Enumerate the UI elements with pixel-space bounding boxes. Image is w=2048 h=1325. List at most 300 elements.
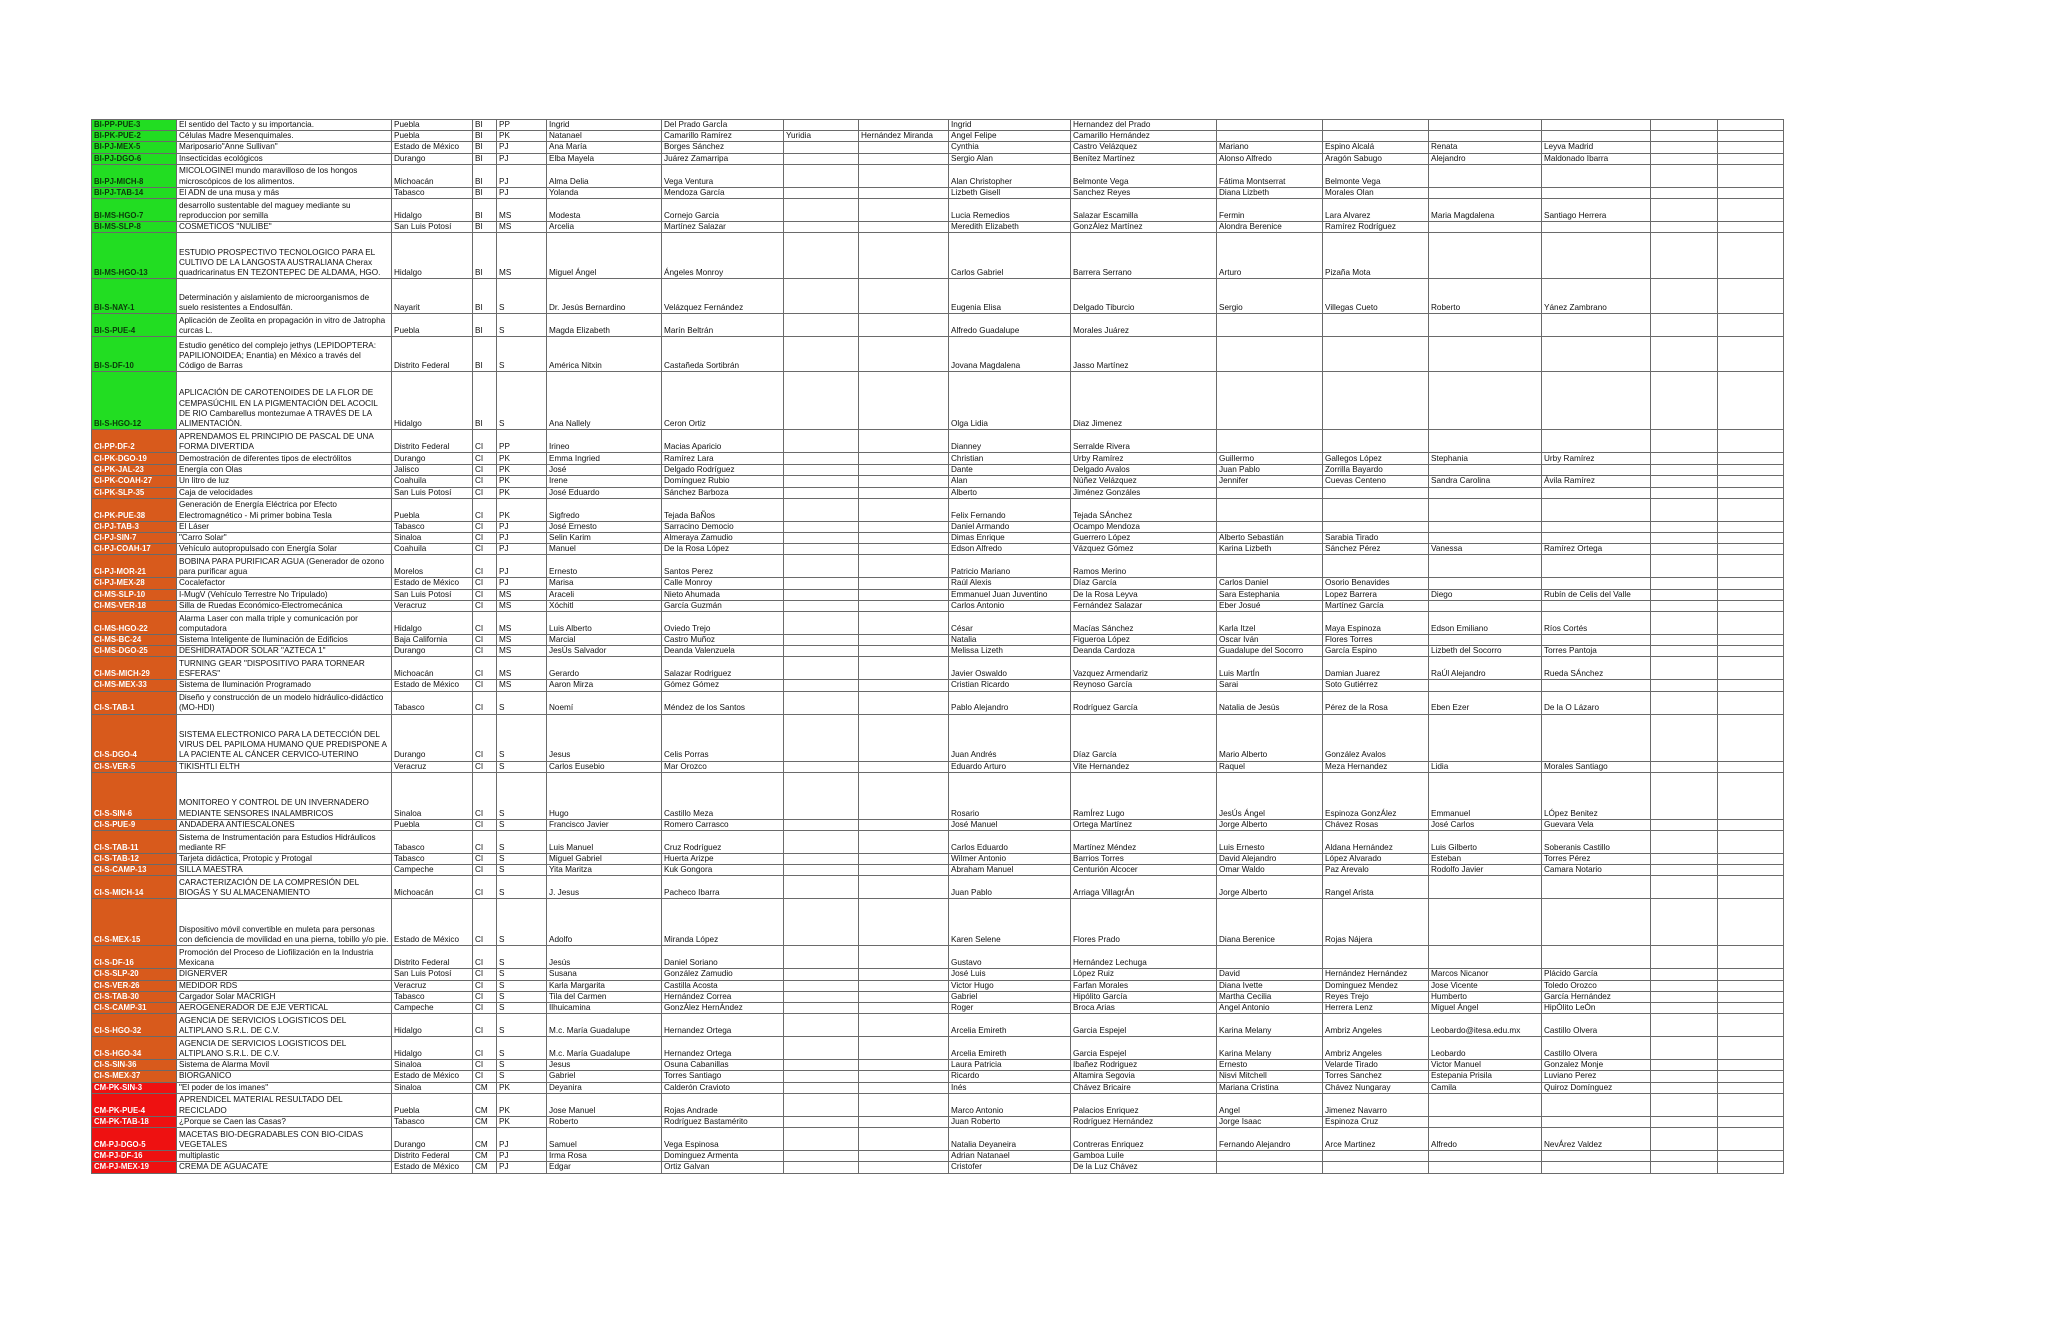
cell-advisor2-surname[interactable] — [859, 233, 949, 279]
cell-advisor2-surname[interactable]: Hernández Miranda — [859, 131, 949, 142]
cell-advisor2-surname[interactable] — [859, 1128, 949, 1151]
cell-student2-name[interactable]: Arturo — [1217, 233, 1323, 279]
cell-advisor2-name[interactable] — [784, 337, 859, 372]
cell-title[interactable]: Vehículo autopropulsado con Energía Solar — [177, 544, 392, 555]
cell-advisor-surname[interactable]: Ceron Ortiz — [662, 372, 784, 430]
cell-student2-name[interactable]: Juan Pablo — [1217, 465, 1323, 476]
cell-student1-name[interactable]: Laura Patricia — [949, 1060, 1071, 1071]
cell-student3-name[interactable] — [1429, 372, 1542, 430]
cell-state[interactable]: Jalisco — [392, 465, 473, 476]
cell-empty[interactable] — [1718, 187, 1784, 198]
cell-student1-name[interactable]: Natalia — [949, 635, 1071, 646]
cell-student2-name[interactable] — [1217, 131, 1323, 142]
cell-area[interactable]: CI — [473, 899, 497, 946]
cell-state[interactable]: Veracruz — [392, 600, 473, 611]
cell-category[interactable]: PJ — [497, 1128, 547, 1151]
cell-student2-surname[interactable] — [1323, 372, 1429, 430]
cell-title[interactable]: El Láser — [177, 521, 392, 532]
cell-student3-surname[interactable]: Guevara Vela — [1542, 819, 1651, 830]
cell-advisor-surname[interactable]: Dominguez Armenta — [662, 1151, 784, 1162]
cell-student3-name[interactable] — [1429, 164, 1542, 187]
cell-advisor-name[interactable]: Jose Manuel — [547, 1093, 662, 1116]
cell-student2-surname[interactable]: Lopez Barrera — [1323, 589, 1429, 600]
cell-student2-name[interactable] — [1217, 314, 1323, 337]
cell-student1-surname[interactable]: Sanchez Reyes — [1071, 187, 1217, 198]
cell-advisor-name[interactable]: Magda Elizabeth — [547, 314, 662, 337]
cell-state[interactable]: Durango — [392, 1128, 473, 1151]
cell-student1-surname[interactable]: Garcia Espejel — [1071, 1037, 1217, 1060]
cell-advisor2-name[interactable] — [784, 476, 859, 487]
cell-student2-name[interactable] — [1217, 430, 1323, 453]
cell-advisor2-surname[interactable] — [859, 430, 949, 453]
cell-area[interactable]: CI — [473, 646, 497, 657]
cell-advisor2-name[interactable] — [784, 714, 859, 761]
cell-project-code[interactable]: BI-S-DF-10 — [92, 337, 177, 372]
cell-advisor2-name[interactable] — [784, 1116, 859, 1127]
cell-student3-surname[interactable]: Ramírez Ortega — [1542, 544, 1651, 555]
cell-title[interactable]: Estudio genético del complejo jethys (LEPIDOPTERA: PAPILIONOIDEA; Enantia) en México a través del Código de Barras — [177, 337, 392, 372]
cell-title[interactable]: BOBINA PARA PURIFICAR AGUA (Generador de ozono para purificar agua — [177, 555, 392, 578]
cell-empty[interactable] — [1718, 1060, 1784, 1071]
cell-empty[interactable] — [1718, 1014, 1784, 1037]
cell-advisor-name[interactable]: Deyanira — [547, 1082, 662, 1093]
cell-student2-name[interactable]: Alonso Alfredo — [1217, 153, 1323, 164]
cell-advisor2-name[interactable] — [784, 164, 859, 187]
cell-student2-name[interactable]: JesÚs Ángel — [1217, 772, 1323, 819]
cell-advisor-name[interactable]: Xóchitl — [547, 600, 662, 611]
cell-student1-name[interactable]: Arcelia Emireth — [949, 1037, 1071, 1060]
cell-advisor2-name[interactable] — [784, 544, 859, 555]
cell-student1-name[interactable]: Cynthia — [949, 142, 1071, 153]
cell-category[interactable]: PK — [497, 487, 547, 498]
cell-project-code[interactable]: CI-S-DF-16 — [92, 946, 177, 969]
cell-student3-surname[interactable]: Morales Santiago — [1542, 761, 1651, 772]
cell-student3-name[interactable] — [1429, 233, 1542, 279]
cell-area[interactable]: CI — [473, 1014, 497, 1037]
cell-title[interactable]: TURNING GEAR "DISPOSITIVO PARA TORNEAR ESFERAS" — [177, 657, 392, 680]
cell-student1-surname[interactable]: Rodríguez Hernández — [1071, 1116, 1217, 1127]
cell-area[interactable]: CI — [473, 1003, 497, 1014]
cell-student2-name[interactable] — [1217, 120, 1323, 131]
cell-title[interactable]: "Carro Solar" — [177, 533, 392, 544]
cell-student1-surname[interactable]: Gamboa Luile — [1071, 1151, 1217, 1162]
cell-category[interactable]: PK — [497, 1082, 547, 1093]
cell-title[interactable]: Tarjeta didáctica, Protopic y Protogal — [177, 854, 392, 865]
cell-student1-name[interactable]: Marco Antonio — [949, 1093, 1071, 1116]
cell-state[interactable]: Baja California — [392, 635, 473, 646]
cell-student3-name[interactable]: Lidia — [1429, 761, 1542, 772]
cell-project-code[interactable]: CI-S-TAB-30 — [92, 991, 177, 1002]
cell-category[interactable]: S — [497, 854, 547, 865]
cell-student3-surname[interactable] — [1542, 1093, 1651, 1116]
cell-student2-name[interactable]: Diana Lizbeth — [1217, 187, 1323, 198]
cell-category[interactable]: S — [497, 1014, 547, 1037]
cell-advisor-surname[interactable]: Domínguez Rubio — [662, 476, 784, 487]
cell-student1-surname[interactable]: Urby Ramírez — [1071, 453, 1217, 465]
cell-category[interactable]: PJ — [497, 153, 547, 164]
cell-empty[interactable] — [1651, 991, 1718, 1002]
cell-advisor2-name[interactable] — [784, 772, 859, 819]
cell-state[interactable]: Puebla — [392, 120, 473, 131]
cell-advisor-name[interactable]: Irineo — [547, 430, 662, 453]
cell-student1-name[interactable]: Christian — [949, 453, 1071, 465]
cell-student3-surname[interactable]: García Hernández — [1542, 991, 1651, 1002]
cell-student2-name[interactable]: Alberto Sebastián — [1217, 533, 1323, 544]
cell-area[interactable]: CM — [473, 1093, 497, 1116]
cell-student2-name[interactable]: Karina Melany — [1217, 1014, 1323, 1037]
cell-advisor2-surname[interactable] — [859, 164, 949, 187]
cell-category[interactable]: MS — [497, 657, 547, 680]
cell-empty[interactable] — [1651, 714, 1718, 761]
cell-student2-name[interactable]: Eber Josué — [1217, 600, 1323, 611]
cell-advisor-name[interactable]: Aaron Mirza — [547, 680, 662, 691]
cell-student3-surname[interactable] — [1542, 578, 1651, 589]
cell-project-code[interactable]: CI-S-SIN-6 — [92, 772, 177, 819]
cell-student1-name[interactable]: César — [949, 612, 1071, 635]
cell-advisor-name[interactable]: Luis Alberto — [547, 612, 662, 635]
cell-empty[interactable] — [1651, 772, 1718, 819]
cell-category[interactable]: S — [497, 991, 547, 1002]
cell-advisor-surname[interactable]: Ortiz Galvan — [662, 1162, 784, 1173]
cell-advisor-surname[interactable]: Juárez Zamarripa — [662, 153, 784, 164]
cell-empty[interactable] — [1718, 453, 1784, 465]
cell-category[interactable]: S — [497, 761, 547, 772]
cell-advisor2-name[interactable] — [784, 498, 859, 521]
cell-empty[interactable] — [1651, 899, 1718, 946]
cell-student2-surname[interactable] — [1323, 498, 1429, 521]
cell-student1-name[interactable]: Daniel Armando — [949, 521, 1071, 532]
cell-student2-surname[interactable]: Ambriz Angeles — [1323, 1037, 1429, 1060]
cell-student3-name[interactable]: Marcos Nicanor — [1429, 969, 1542, 980]
cell-state[interactable]: Coahuila — [392, 544, 473, 555]
cell-student1-surname[interactable]: Jasso Martínez — [1071, 337, 1217, 372]
cell-title[interactable]: DIGNERVER — [177, 969, 392, 980]
cell-student1-surname[interactable]: Belmonte Vega — [1071, 164, 1217, 187]
cell-state[interactable]: Campeche — [392, 1003, 473, 1014]
cell-student1-name[interactable]: Adrian Natanael — [949, 1151, 1071, 1162]
cell-area[interactable]: CI — [473, 819, 497, 830]
cell-area[interactable]: CM — [473, 1162, 497, 1173]
cell-student2-name[interactable]: Natalia de Jesús — [1217, 691, 1323, 714]
cell-student3-name[interactable] — [1429, 498, 1542, 521]
cell-student2-surname[interactable] — [1323, 337, 1429, 372]
cell-area[interactable]: CI — [473, 589, 497, 600]
cell-project-code[interactable]: CI-PK-DGO-19 — [92, 453, 177, 465]
cell-advisor2-name[interactable] — [784, 120, 859, 131]
cell-advisor-name[interactable]: Noemí — [547, 691, 662, 714]
cell-title[interactable]: SILLA MAESTRA — [177, 865, 392, 876]
cell-student2-surname[interactable]: Cuevas Centeno — [1323, 476, 1429, 487]
cell-advisor-name[interactable]: José Ernesto — [547, 521, 662, 532]
cell-title[interactable]: ¿Porque se Caen las Casas? — [177, 1116, 392, 1127]
cell-student2-surname[interactable]: Sarabia Tirado — [1323, 533, 1429, 544]
cell-state[interactable]: Tabasco — [392, 691, 473, 714]
cell-project-code[interactable]: CI-PK-JAL-23 — [92, 465, 177, 476]
cell-project-code[interactable]: CI-S-DGO-4 — [92, 714, 177, 761]
cell-student3-name[interactable]: Edson Emiliano — [1429, 612, 1542, 635]
cell-advisor2-name[interactable] — [784, 899, 859, 946]
cell-category[interactable]: S — [497, 772, 547, 819]
cell-state[interactable]: San Luis Potosí — [392, 222, 473, 233]
cell-state[interactable]: Michoacán — [392, 876, 473, 899]
cell-empty[interactable] — [1718, 980, 1784, 991]
cell-state[interactable]: Hidalgo — [392, 233, 473, 279]
cell-title[interactable]: I-MugV (Vehículo Terrestre No Tripulado) — [177, 589, 392, 600]
cell-student3-surname[interactable] — [1542, 555, 1651, 578]
cell-advisor2-surname[interactable] — [859, 1003, 949, 1014]
cell-student2-name[interactable]: Diana Ivette — [1217, 980, 1323, 991]
cell-student1-name[interactable]: Pablo Alejandro — [949, 691, 1071, 714]
cell-category[interactable]: MS — [497, 222, 547, 233]
cell-advisor-surname[interactable]: Torres Santiago — [662, 1071, 784, 1082]
cell-advisor-name[interactable]: Elba Mayela — [547, 153, 662, 164]
cell-student1-surname[interactable]: Delgado Avalos — [1071, 465, 1217, 476]
cell-student2-surname[interactable]: Zorrilla Bayardo — [1323, 465, 1429, 476]
cell-student2-name[interactable] — [1217, 1162, 1323, 1173]
cell-advisor-name[interactable]: José — [547, 465, 662, 476]
cell-area[interactable]: CI — [473, 487, 497, 498]
cell-student3-name[interactable]: Eben Ezer — [1429, 691, 1542, 714]
cell-empty[interactable] — [1651, 969, 1718, 980]
cell-advisor2-surname[interactable] — [859, 657, 949, 680]
cell-area[interactable]: CI — [473, 430, 497, 453]
cell-project-code[interactable]: CI-MS-MICH-29 — [92, 657, 177, 680]
cell-student1-surname[interactable]: Figueroa López — [1071, 635, 1217, 646]
cell-student1-surname[interactable]: Díaz García — [1071, 578, 1217, 589]
cell-advisor2-name[interactable] — [784, 865, 859, 876]
cell-project-code[interactable]: BI-MS-HGO-7 — [92, 199, 177, 222]
cell-student3-surname[interactable] — [1542, 487, 1651, 498]
cell-category[interactable]: S — [497, 876, 547, 899]
cell-student3-name[interactable]: Victor Manuel — [1429, 1060, 1542, 1071]
cell-project-code[interactable]: BI-PP-PUE-3 — [92, 120, 177, 131]
cell-empty[interactable] — [1651, 555, 1718, 578]
cell-advisor2-name[interactable] — [784, 1037, 859, 1060]
cell-state[interactable]: Puebla — [392, 314, 473, 337]
cell-student3-surname[interactable]: Castillo Olvera — [1542, 1037, 1651, 1060]
cell-student3-surname[interactable] — [1542, 233, 1651, 279]
cell-advisor2-name[interactable] — [784, 314, 859, 337]
cell-project-code[interactable]: CI-S-VER-26 — [92, 980, 177, 991]
cell-empty[interactable] — [1651, 465, 1718, 476]
cell-student3-name[interactable]: Camila — [1429, 1082, 1542, 1093]
cell-category[interactable]: S — [497, 865, 547, 876]
cell-student3-name[interactable] — [1429, 1093, 1542, 1116]
cell-project-code[interactable]: CI-PK-COAH-27 — [92, 476, 177, 487]
cell-category[interactable]: PJ — [497, 1162, 547, 1173]
cell-student1-name[interactable]: Felix Fernando — [949, 498, 1071, 521]
cell-student3-name[interactable]: Esteban — [1429, 854, 1542, 865]
cell-student1-surname[interactable]: Jiménez Gonzáles — [1071, 487, 1217, 498]
cell-title[interactable]: Cargador Solar MACRIGH — [177, 991, 392, 1002]
cell-student1-surname[interactable]: Macías Sánchez — [1071, 612, 1217, 635]
cell-student2-surname[interactable] — [1323, 555, 1429, 578]
cell-area[interactable]: BI — [473, 372, 497, 430]
cell-empty[interactable] — [1651, 453, 1718, 465]
cell-student1-surname[interactable]: Chávez Bricaire — [1071, 1082, 1217, 1093]
cell-student2-surname[interactable] — [1323, 430, 1429, 453]
cell-project-code[interactable]: CI-MS-VER-18 — [92, 600, 177, 611]
cell-area[interactable]: CM — [473, 1082, 497, 1093]
cell-advisor-surname[interactable]: Osuna Cabanillas — [662, 1060, 784, 1071]
cell-state[interactable]: Puebla — [392, 1093, 473, 1116]
cell-student3-surname[interactable]: Santiago Herrera — [1542, 199, 1651, 222]
cell-area[interactable]: BI — [473, 187, 497, 198]
cell-student3-name[interactable] — [1429, 314, 1542, 337]
cell-advisor2-name[interactable] — [784, 142, 859, 153]
cell-student3-name[interactable]: Alfredo — [1429, 1128, 1542, 1151]
cell-empty[interactable] — [1651, 544, 1718, 555]
cell-advisor-surname[interactable]: Santos Perez — [662, 555, 784, 578]
cell-advisor2-name[interactable] — [784, 819, 859, 830]
cell-empty[interactable] — [1651, 876, 1718, 899]
cell-student3-surname[interactable] — [1542, 635, 1651, 646]
cell-student3-surname[interactable] — [1542, 600, 1651, 611]
cell-student2-surname[interactable]: Chávez Nungaray — [1323, 1082, 1429, 1093]
cell-title[interactable]: APLICACIÓN DE CAROTENOIDES DE LA FLOR DE CEMPASÚCHIL EN LA PIGMENTACIÓN DEL ACOCIL DE RIO Cambarellus montezumae A TRAVÉS DE LA ALIMENTACIÓN. — [177, 372, 392, 430]
cell-category[interactable]: MS — [497, 646, 547, 657]
cell-state[interactable]: Distrito Federal — [392, 337, 473, 372]
cell-title[interactable]: APRENDAMOS EL PRINCIPIO DE PASCAL DE UNA FORMA DIVERTIDA — [177, 430, 392, 453]
cell-advisor-surname[interactable]: Rojas Andrade — [662, 1093, 784, 1116]
cell-student2-surname[interactable]: Chávez Rosas — [1323, 819, 1429, 830]
cell-advisor-surname[interactable]: Ángeles Monroy — [662, 233, 784, 279]
cell-advisor2-name[interactable] — [784, 578, 859, 589]
cell-student3-name[interactable] — [1429, 120, 1542, 131]
cell-area[interactable]: CI — [473, 831, 497, 854]
cell-student1-name[interactable]: Olga Lidia — [949, 372, 1071, 430]
cell-advisor-name[interactable]: Carlos Eusebio — [547, 761, 662, 772]
cell-title[interactable]: BIORGANICO — [177, 1071, 392, 1082]
cell-project-code[interactable]: CI-S-TAB-11 — [92, 831, 177, 854]
cell-student1-surname[interactable]: Ramos Merino — [1071, 555, 1217, 578]
cell-student2-name[interactable]: Ernesto — [1217, 1060, 1323, 1071]
cell-advisor-surname[interactable]: Cornejo Garcia — [662, 199, 784, 222]
cell-student1-name[interactable]: Inés — [949, 1082, 1071, 1093]
cell-advisor2-surname[interactable] — [859, 980, 949, 991]
cell-empty[interactable] — [1718, 164, 1784, 187]
cell-empty[interactable] — [1718, 1151, 1784, 1162]
cell-category[interactable]: MS — [497, 233, 547, 279]
cell-student3-name[interactable] — [1429, 1116, 1542, 1127]
cell-student3-name[interactable] — [1429, 465, 1542, 476]
cell-student1-name[interactable]: Ricardo — [949, 1071, 1071, 1082]
cell-student1-name[interactable]: Alan Christopher — [949, 164, 1071, 187]
cell-advisor2-surname[interactable] — [859, 969, 949, 980]
cell-advisor-surname[interactable]: Ramírez Lara — [662, 453, 784, 465]
cell-student2-name[interactable]: Jorge Alberto — [1217, 819, 1323, 830]
cell-student1-name[interactable]: Jovana Magdalena — [949, 337, 1071, 372]
cell-advisor-name[interactable]: Gerardo — [547, 657, 662, 680]
cell-empty[interactable] — [1651, 635, 1718, 646]
cell-student1-name[interactable]: Juan Roberto — [949, 1116, 1071, 1127]
cell-student1-name[interactable]: Raúl Alexis — [949, 578, 1071, 589]
cell-student2-surname[interactable]: Aragón Sabugo — [1323, 153, 1429, 164]
cell-project-code[interactable]: CI-S-CAMP-31 — [92, 1003, 177, 1014]
cell-advisor-name[interactable]: Irene — [547, 476, 662, 487]
cell-title[interactable]: "El poder de los imanes" — [177, 1082, 392, 1093]
cell-title[interactable]: Alarma Laser con malla triple y comunicación por computadora — [177, 612, 392, 635]
cell-advisor-surname[interactable]: Almeraya Zamudio — [662, 533, 784, 544]
cell-project-code[interactable]: CI-S-TAB-12 — [92, 854, 177, 865]
cell-student2-name[interactable] — [1217, 555, 1323, 578]
cell-advisor2-name[interactable] — [784, 635, 859, 646]
cell-student3-surname[interactable]: Camara Notario — [1542, 865, 1651, 876]
cell-state[interactable]: Puebla — [392, 498, 473, 521]
cell-advisor2-surname[interactable] — [859, 1014, 949, 1037]
cell-empty[interactable] — [1718, 680, 1784, 691]
cell-advisor2-name[interactable] — [784, 969, 859, 980]
cell-student2-surname[interactable]: Sánchez Pérez — [1323, 544, 1429, 555]
cell-empty[interactable] — [1651, 337, 1718, 372]
cell-student3-name[interactable]: Stephania — [1429, 453, 1542, 465]
cell-title[interactable]: Cocalefactor — [177, 578, 392, 589]
cell-student2-name[interactable]: Mario Alberto — [1217, 714, 1323, 761]
cell-advisor-surname[interactable]: Salazar Rodriguez — [662, 657, 784, 680]
cell-student1-name[interactable]: Edson Alfredo — [949, 544, 1071, 555]
cell-project-code[interactable]: BI-PJ-MICH-8 — [92, 164, 177, 187]
cell-category[interactable]: S — [497, 372, 547, 430]
cell-area[interactable]: BI — [473, 222, 497, 233]
cell-empty[interactable] — [1651, 854, 1718, 865]
cell-student2-name[interactable]: Carlos Daniel — [1217, 578, 1323, 589]
cell-advisor-name[interactable]: Karla Margarita — [547, 980, 662, 991]
cell-student1-surname[interactable]: Deanda Cardoza — [1071, 646, 1217, 657]
cell-student3-surname[interactable] — [1542, 1162, 1651, 1173]
cell-state[interactable]: Hidalgo — [392, 199, 473, 222]
cell-empty[interactable] — [1718, 1003, 1784, 1014]
cell-area[interactable]: BI — [473, 233, 497, 279]
cell-title[interactable]: Silla de Ruedas Económico-Electromecánica — [177, 600, 392, 611]
cell-empty[interactable] — [1718, 142, 1784, 153]
cell-student1-surname[interactable]: Fernández Salazar — [1071, 600, 1217, 611]
cell-empty[interactable] — [1718, 465, 1784, 476]
cell-advisor-surname[interactable]: Mar Orozco — [662, 761, 784, 772]
cell-student2-name[interactable]: Mariana Cristina — [1217, 1082, 1323, 1093]
cell-state[interactable]: Tabasco — [392, 1116, 473, 1127]
cell-student2-name[interactable]: Jorge Isaac — [1217, 1116, 1323, 1127]
cell-advisor-surname[interactable]: Oviedo Trejo — [662, 612, 784, 635]
cell-student1-surname[interactable]: Flores Prado — [1071, 899, 1217, 946]
cell-category[interactable]: S — [497, 969, 547, 980]
cell-advisor-surname[interactable]: Cruz Rodríguez — [662, 831, 784, 854]
cell-advisor2-surname[interactable] — [859, 120, 949, 131]
cell-project-code[interactable]: CM-PK-PUE-4 — [92, 1093, 177, 1116]
cell-advisor2-name[interactable] — [784, 465, 859, 476]
cell-student3-surname[interactable]: LÓpez Benitez — [1542, 772, 1651, 819]
cell-student1-surname[interactable]: Barrios Torres — [1071, 854, 1217, 865]
cell-advisor2-surname[interactable] — [859, 487, 949, 498]
cell-advisor-name[interactable]: Jesús — [547, 946, 662, 969]
cell-advisor2-surname[interactable] — [859, 222, 949, 233]
cell-title[interactable]: Diseño y construcción de un modelo hidráulico-didáctico (MO-HDI) — [177, 691, 392, 714]
cell-advisor2-name[interactable] — [784, 521, 859, 532]
cell-area[interactable]: CI — [473, 521, 497, 532]
cell-empty[interactable] — [1718, 819, 1784, 830]
cell-category[interactable]: PJ — [497, 521, 547, 532]
cell-title[interactable]: Insecticidas ecológicos — [177, 153, 392, 164]
cell-advisor2-surname[interactable] — [859, 314, 949, 337]
cell-empty[interactable] — [1651, 372, 1718, 430]
cell-advisor-surname[interactable]: Velázquez Fernández — [662, 279, 784, 314]
cell-advisor2-name[interactable] — [784, 199, 859, 222]
cell-student1-surname[interactable]: López Ruiz — [1071, 969, 1217, 980]
cell-project-code[interactable]: CI-S-VER-5 — [92, 761, 177, 772]
cell-project-code[interactable]: CI-S-HGO-34 — [92, 1037, 177, 1060]
cell-student1-surname[interactable]: RamÍrez Lugo — [1071, 772, 1217, 819]
cell-advisor-surname[interactable]: Celis Porras — [662, 714, 784, 761]
cell-state[interactable]: Hidalgo — [392, 612, 473, 635]
